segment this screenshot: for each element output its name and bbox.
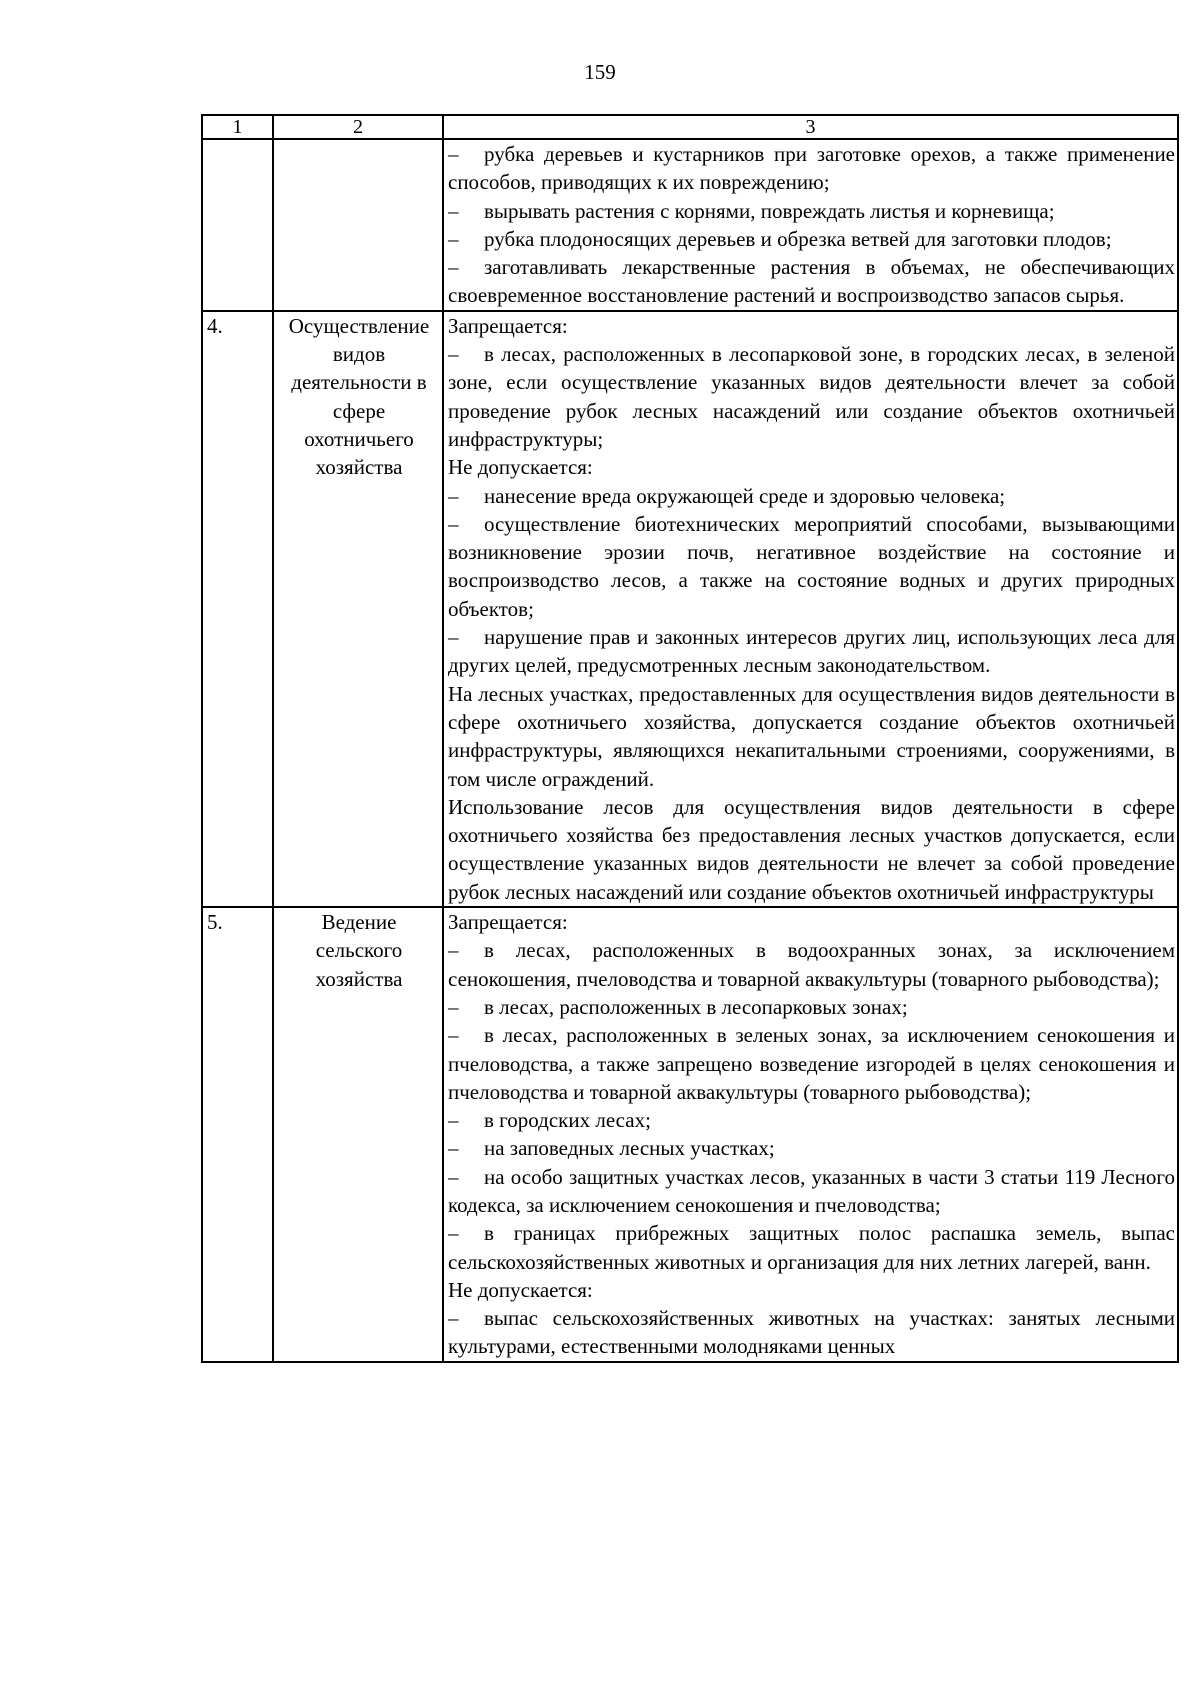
paragraph [448, 1276, 1175, 1304]
list-dash: – [448, 1136, 459, 1161]
list-item [448, 197, 1175, 225]
activity-line: деятельности в [291, 370, 427, 395]
activity-line: Ведение [321, 910, 397, 935]
paragraph [448, 908, 1175, 936]
list-dash: – [448, 625, 459, 650]
activity-line: Осуществление [288, 313, 430, 338]
requirements-cell [443, 311, 1178, 907]
list-dash: – [448, 1023, 459, 1048]
table-row [202, 139, 1178, 311]
list-dash: – [448, 1108, 459, 1133]
list-item [448, 1304, 1175, 1361]
list-item-text: в лесах, расположенных в лесопарковых зонах; [484, 994, 908, 1019]
list-dash: – [448, 142, 459, 166]
activity-line: сфере [332, 398, 386, 423]
list-item [448, 1163, 1175, 1220]
list-dash: – [448, 1164, 459, 1189]
list-item-text: в лесах, расположенных в зеленых зонах, за исключением сенокошения и пчеловодства, а также запрещено возведение изгородей в целях сенокошения и пчеловодства и товарной аквакультуры (товарного рыбоводства); [448, 1023, 1175, 1104]
requirements-cell [443, 139, 1178, 311]
list-item [448, 140, 1175, 197]
row-number-cell: 4. [202, 311, 273, 907]
paragraph-text: Запрещается: [448, 910, 568, 935]
list-item-text: в лесах, расположенных в водоохранных зонах, за исключением сенокошения, пчеловодства и товарной аквакультуры (товарного рыбоводства); [448, 938, 1175, 991]
list-item-text: осуществление биотехнических мероприятий способами, вызывающими возникновение эрозии почв, негативное воздействие на состояние и воспроизводство лесов, а также на состояние водных и других природных объектов; [448, 511, 1175, 621]
list-dash: – [448, 994, 459, 1019]
list-item-text: вырывать растения с корнями, повреждать листья и корневища; [484, 198, 1055, 223]
list-item [448, 340, 1175, 453]
list-item [448, 482, 1175, 510]
paragraph [448, 793, 1175, 906]
list-item-text: выпас сельскохозяйственных животных на участках: занятых лесными культурами, естественными молодняками ценных [448, 1306, 1175, 1359]
list-item-text: нанесение вреда окружающей среде и здоровью человека; [484, 483, 1006, 508]
list-item-text: рубка деревьев и кустарников при заготовке орехов, а также применение способов, приводящих к их повреждению; [448, 142, 1175, 195]
list-item [448, 225, 1175, 253]
activity-type-cell [273, 139, 443, 311]
header-col-1: 1 [202, 115, 273, 139]
header-col-3: 3 [443, 115, 1178, 139]
list-dash: – [448, 255, 459, 280]
list-item [448, 623, 1175, 680]
activity-line: охотничьего [304, 426, 414, 451]
list-dash: – [448, 226, 459, 251]
list-item [448, 993, 1175, 1021]
activity-line: видов [332, 342, 386, 367]
list-item [448, 1134, 1175, 1162]
paragraph-text: Запрещается: [448, 313, 568, 338]
activity-line: хозяйства [315, 966, 403, 991]
table-row [202, 311, 1178, 907]
table-header-row [202, 115, 1178, 139]
list-item [448, 1219, 1175, 1276]
list-item [448, 936, 1175, 993]
list-item-text: на заповедных лесных участках; [484, 1136, 775, 1161]
paragraph-text: Не допускается: [448, 1277, 593, 1302]
list-dash: – [448, 198, 459, 223]
list-item [448, 510, 1175, 623]
paragraph [448, 312, 1175, 340]
list-item-text: на особо защитных участках лесов, указанных в части 3 статьи 119 Лесного кодекса, за исключением сенокошения и пчеловодства; [448, 1164, 1175, 1217]
header-col-2: 2 [273, 115, 443, 139]
paragraph-text: Использование лесов для осуществления видов деятельности в сфере охотничьего хозяйства без предоставления лесных участков допускается, если осуществление указанных видов деятельности не влечет за собой проведение рубок лесных насаждений или создание объектов охотничьей инфраструктуры [448, 794, 1175, 904]
list-item-text: нарушение прав и законных интересов других лиц, использующих леса для других целей, предусмотренных лесным законодательством. [448, 625, 1175, 678]
list-dash: – [448, 511, 459, 536]
paragraph [448, 453, 1175, 481]
list-dash: – [448, 483, 459, 508]
row-number-cell: 5. [202, 907, 273, 1362]
list-item-text: рубка плодоносящих деревьев и обрезка ветвей для заготовки плодов; [484, 226, 1112, 251]
regulations-table [201, 114, 1179, 1363]
page-number: 159 [584, 60, 616, 84]
list-dash: – [448, 342, 459, 367]
list-item [448, 1021, 1175, 1106]
activity-line: хозяйства [315, 455, 403, 480]
list-item [448, 253, 1175, 310]
row-number-cell [202, 139, 273, 311]
activity-line: сельского [315, 938, 403, 963]
list-item-text: в городских лесах; [484, 1108, 651, 1133]
list-item-text: в лесах, расположенных в лесопарковой зоне, в городских лесах, в зеленой зоне, если осуществление указанных видов деятельности влечет за собой проведение рубок лесных насаждений или создание объектов охотничьей инфраструктуры; [448, 342, 1175, 451]
list-item-text: заготавливать лекарственные растения в объемах, не обеспечивающих своевременное восстановление растений и воспроизводство запасов сырья. [448, 255, 1175, 308]
table-body [202, 139, 1178, 1362]
paragraph [448, 680, 1175, 793]
list-item [448, 1106, 1175, 1134]
paragraph-text: На лесных участках, предоставленных для осуществления видов деятельности в сфере охотничьего хозяйства, допускается создание объектов охотничьей инфраструктуры, являющихся некапитальными строениями, сооружениями, в том числе ограждений. [448, 681, 1175, 791]
table-row [202, 907, 1178, 1362]
paragraph-text: Не допускается: [448, 455, 593, 480]
list-dash: – [448, 1306, 459, 1331]
requirements-cell [443, 907, 1178, 1362]
list-item-text: в границах прибрежных защитных полос распашка земель, выпас сельскохозяйственных животных и организация для них летних лагерей, ванн. [448, 1221, 1175, 1274]
list-dash: – [448, 1221, 459, 1246]
activity-type-cell [273, 311, 443, 907]
list-dash: – [448, 938, 459, 963]
activity-type-cell [273, 907, 443, 1362]
